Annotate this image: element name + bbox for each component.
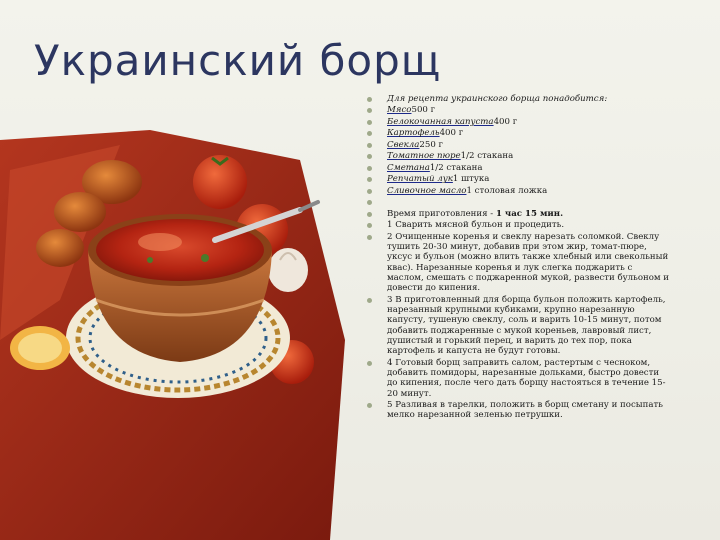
- recipe-content: [366, 94, 670, 422]
- step-item: 1 Сварить мясной бульон и процедить.: [366, 220, 670, 230]
- ingredient-item: Сливочное масло1 столовая ложка: [366, 186, 670, 196]
- ingredient-item: Томатное пюре1/2 стакана: [366, 151, 670, 161]
- cooking-time: Время приготовления - 1 час 15 мин.: [366, 209, 670, 219]
- ingredient-item: Мясо500 г: [366, 105, 670, 115]
- recipe-intro: Для рецепта украинского борща понадобится:: [366, 94, 670, 104]
- step-item: 5 Разливая в тарелки, положить в борщ сметану и посыпать мелко нарезанной зеленью петрушки.: [366, 400, 670, 421]
- ingredient-item: Сметана1/2 стакана: [366, 163, 670, 173]
- borscht-photo: [0, 100, 370, 540]
- empty-line: [366, 197, 670, 207]
- step-item: 3 В приготовленный для борща бульон положить картофель, нарезанный крупными кубиками, крупно нарезанную капусту, тушеную свеклу, соль и варить 10-15 минут, потом добавить поджаренные с мукой кореньев, лавровый лист, душистый и горький перец, и варить до тех пор, пока картофель и капуста не будут готовы.: [366, 295, 670, 357]
- ingredient-item: Белокочанная капуста400 г: [366, 117, 670, 127]
- page-title: Украинский борщ: [34, 36, 442, 85]
- step-item: 4 Готовый борщ заправить салом, растертым с чесноком, добавить помидоры, нарезанные дольками, быстро довести до кипения, после чего дать борщу настояться в течение 15-20 минут.: [366, 358, 670, 399]
- ingredient-item: Репчатый лук1 штука: [366, 174, 670, 184]
- ingredient-item: Картофель400 г: [366, 128, 670, 138]
- step-item: 2 Очищенные коренья и свеклу нарезать соломкой. Свеклу тушить 20-30 минут, добавив при этом жир, томат-пюре, уксус и бульон (можно влить также хлебный или свекольный квас). Нарезанные коренья и лук слегка поджарить с маслом, смешать с поджаренной мукой, развести бульоном и довести до кипения.: [366, 232, 670, 294]
- ingredient-item: Свекла250 г: [366, 140, 670, 150]
